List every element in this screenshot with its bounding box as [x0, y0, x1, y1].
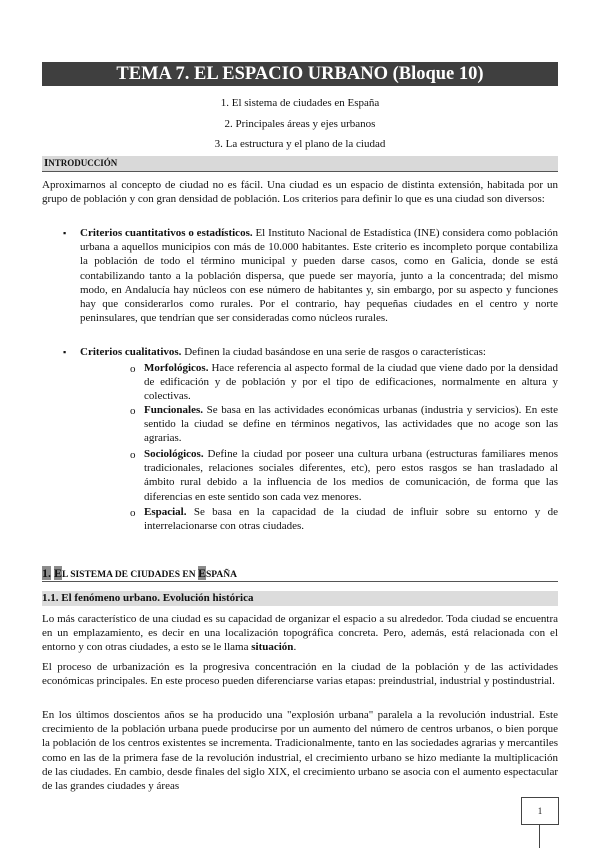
- toc-item-2: 2. Principales áreas y ejes urbanos: [224, 118, 376, 130]
- criteria-quantitative: Criterios cuantitativos o estadísticos. El Instituto Nacional de Estadística (INE) considera como población urbana a aquellos municipios con más de 10.000 habitantes. Este criterio es incompleto porque contabiliza la población de todo el término municipal y pueden darse casos, como en Galicia, donde se está contabilizando tanto a la población dispersa, que puede ser mayoría, junto a la concentrada; del mismo modo, en Andalucía hay núcleos con ese número de habitantes y, sin embargo, por su aspecto y funciones hay que considerarlos como rurales. Por el contrario, hay pequeñas ciudades en el centro y norte peninsulares, que tendrían que ser consideradas como núcleos rurales.: [80, 227, 559, 325]
- sub-item-functional: Funcionales. Se basa en las actividades económicas urbanas (industria y servicios). En este sentido la ciudad se define en términos negativos, las actividades que no acoge son las agrarias.: [144, 404, 558, 445]
- section-1-1-heading: 1.1. El fenómeno urbano. Evolución histórica: [42, 591, 558, 606]
- paragraph-location: Lo más característico de una ciudad es su capacidad de organizar el espacio a su alrededor. Toda ciudad se encuentra en un emplazamiento, es decir en una localización topográfica concreta. Pero, además, está relacionada con el entorno y con otras ciudades, a esto se le llama situación.: [42, 613, 558, 654]
- criteria-qualitative: Criterios cualitativos. Definen la ciudad basándose en una serie de rasgos o características:: [80, 346, 486, 358]
- page-number-line: [539, 824, 540, 848]
- intro-paragraph: Aproximarnos al concepto de ciudad no es fácil. Una ciudad es un espacio de distinta extensión, habitada por un grupo de población y con gran densidad de población. Los criterios para definir lo que es una ciudad son diversos:: [42, 179, 558, 206]
- sub-marker: o: [130, 363, 136, 375]
- sub-item-morphological: Morfológicos. Hace referencia al aspecto formal de la ciudad que viene dado por la densidad de edificación y de población y por el tipo de edificaciones, normalmente en altura y colectivas.: [144, 362, 558, 403]
- bullet-marker: ▪: [63, 347, 67, 357]
- toc-item-1: 1. El sistema de ciudades en España: [220, 97, 380, 109]
- page-number: 1: [521, 797, 559, 825]
- toc-item-3: 3. La estructura y el plano de la ciudad: [214, 138, 386, 150]
- section-1-heading: 1. EL SISTEMA DE CIUDADES EN ESPAÑA: [42, 566, 558, 582]
- sub-marker: o: [130, 449, 136, 461]
- sub-item-sociological: Sociológicos. Define la ciudad por poseer una cultura urbana (estructuras familiares menos tradicionales, relaciones sociales diferentes, etc), pero estos rasgos se han trasladado al ámbito rural debido a la influencia de los medios de comunicación, de forma que las diferencias en este sentido son cada vez menores.: [144, 448, 558, 503]
- sub-marker: o: [130, 507, 136, 519]
- paragraph-urban-explosion: En los últimos doscientos años se ha producido una "explosión urbana" paralela a la revolución industrial. Este crecimiento de la población urbana puede producirse por un aumento del número de centros urbanos, o bien porque la población de los centros existentes se incrementa. Tradicionalmente, tanto en las sociedades agrarias y mercantiles como en las de la primera fase de la revolución industrial, el crecimiento urbano se hizo mediante la multiplicación de las ciudades. En cambio, desde finales del siglo XIX, el crecimiento urbano se asocia con el aumento espectacular de las grandes ciudades y áreas: [42, 709, 558, 793]
- sub-marker: o: [130, 405, 136, 417]
- paragraph-urbanization: El proceso de urbanización es la progresiva concentración en la ciudad de la población y de las actividades económicas principales. En este proceso pueden diferenciarse varias etapas: preindustrial, industrial y postindustrial.: [42, 661, 558, 688]
- bullet-marker: ▪: [63, 228, 67, 238]
- intro-heading: INTRODUCCIÓN: [42, 156, 558, 172]
- document-title: TEMA 7. EL ESPACIO URBANO (Bloque 10): [42, 62, 558, 86]
- sub-item-spatial: Espacial. Se basa en la capacidad de la ciudad de influir sobre su entorno y de interrelacionarse con otras ciudades.: [144, 506, 558, 533]
